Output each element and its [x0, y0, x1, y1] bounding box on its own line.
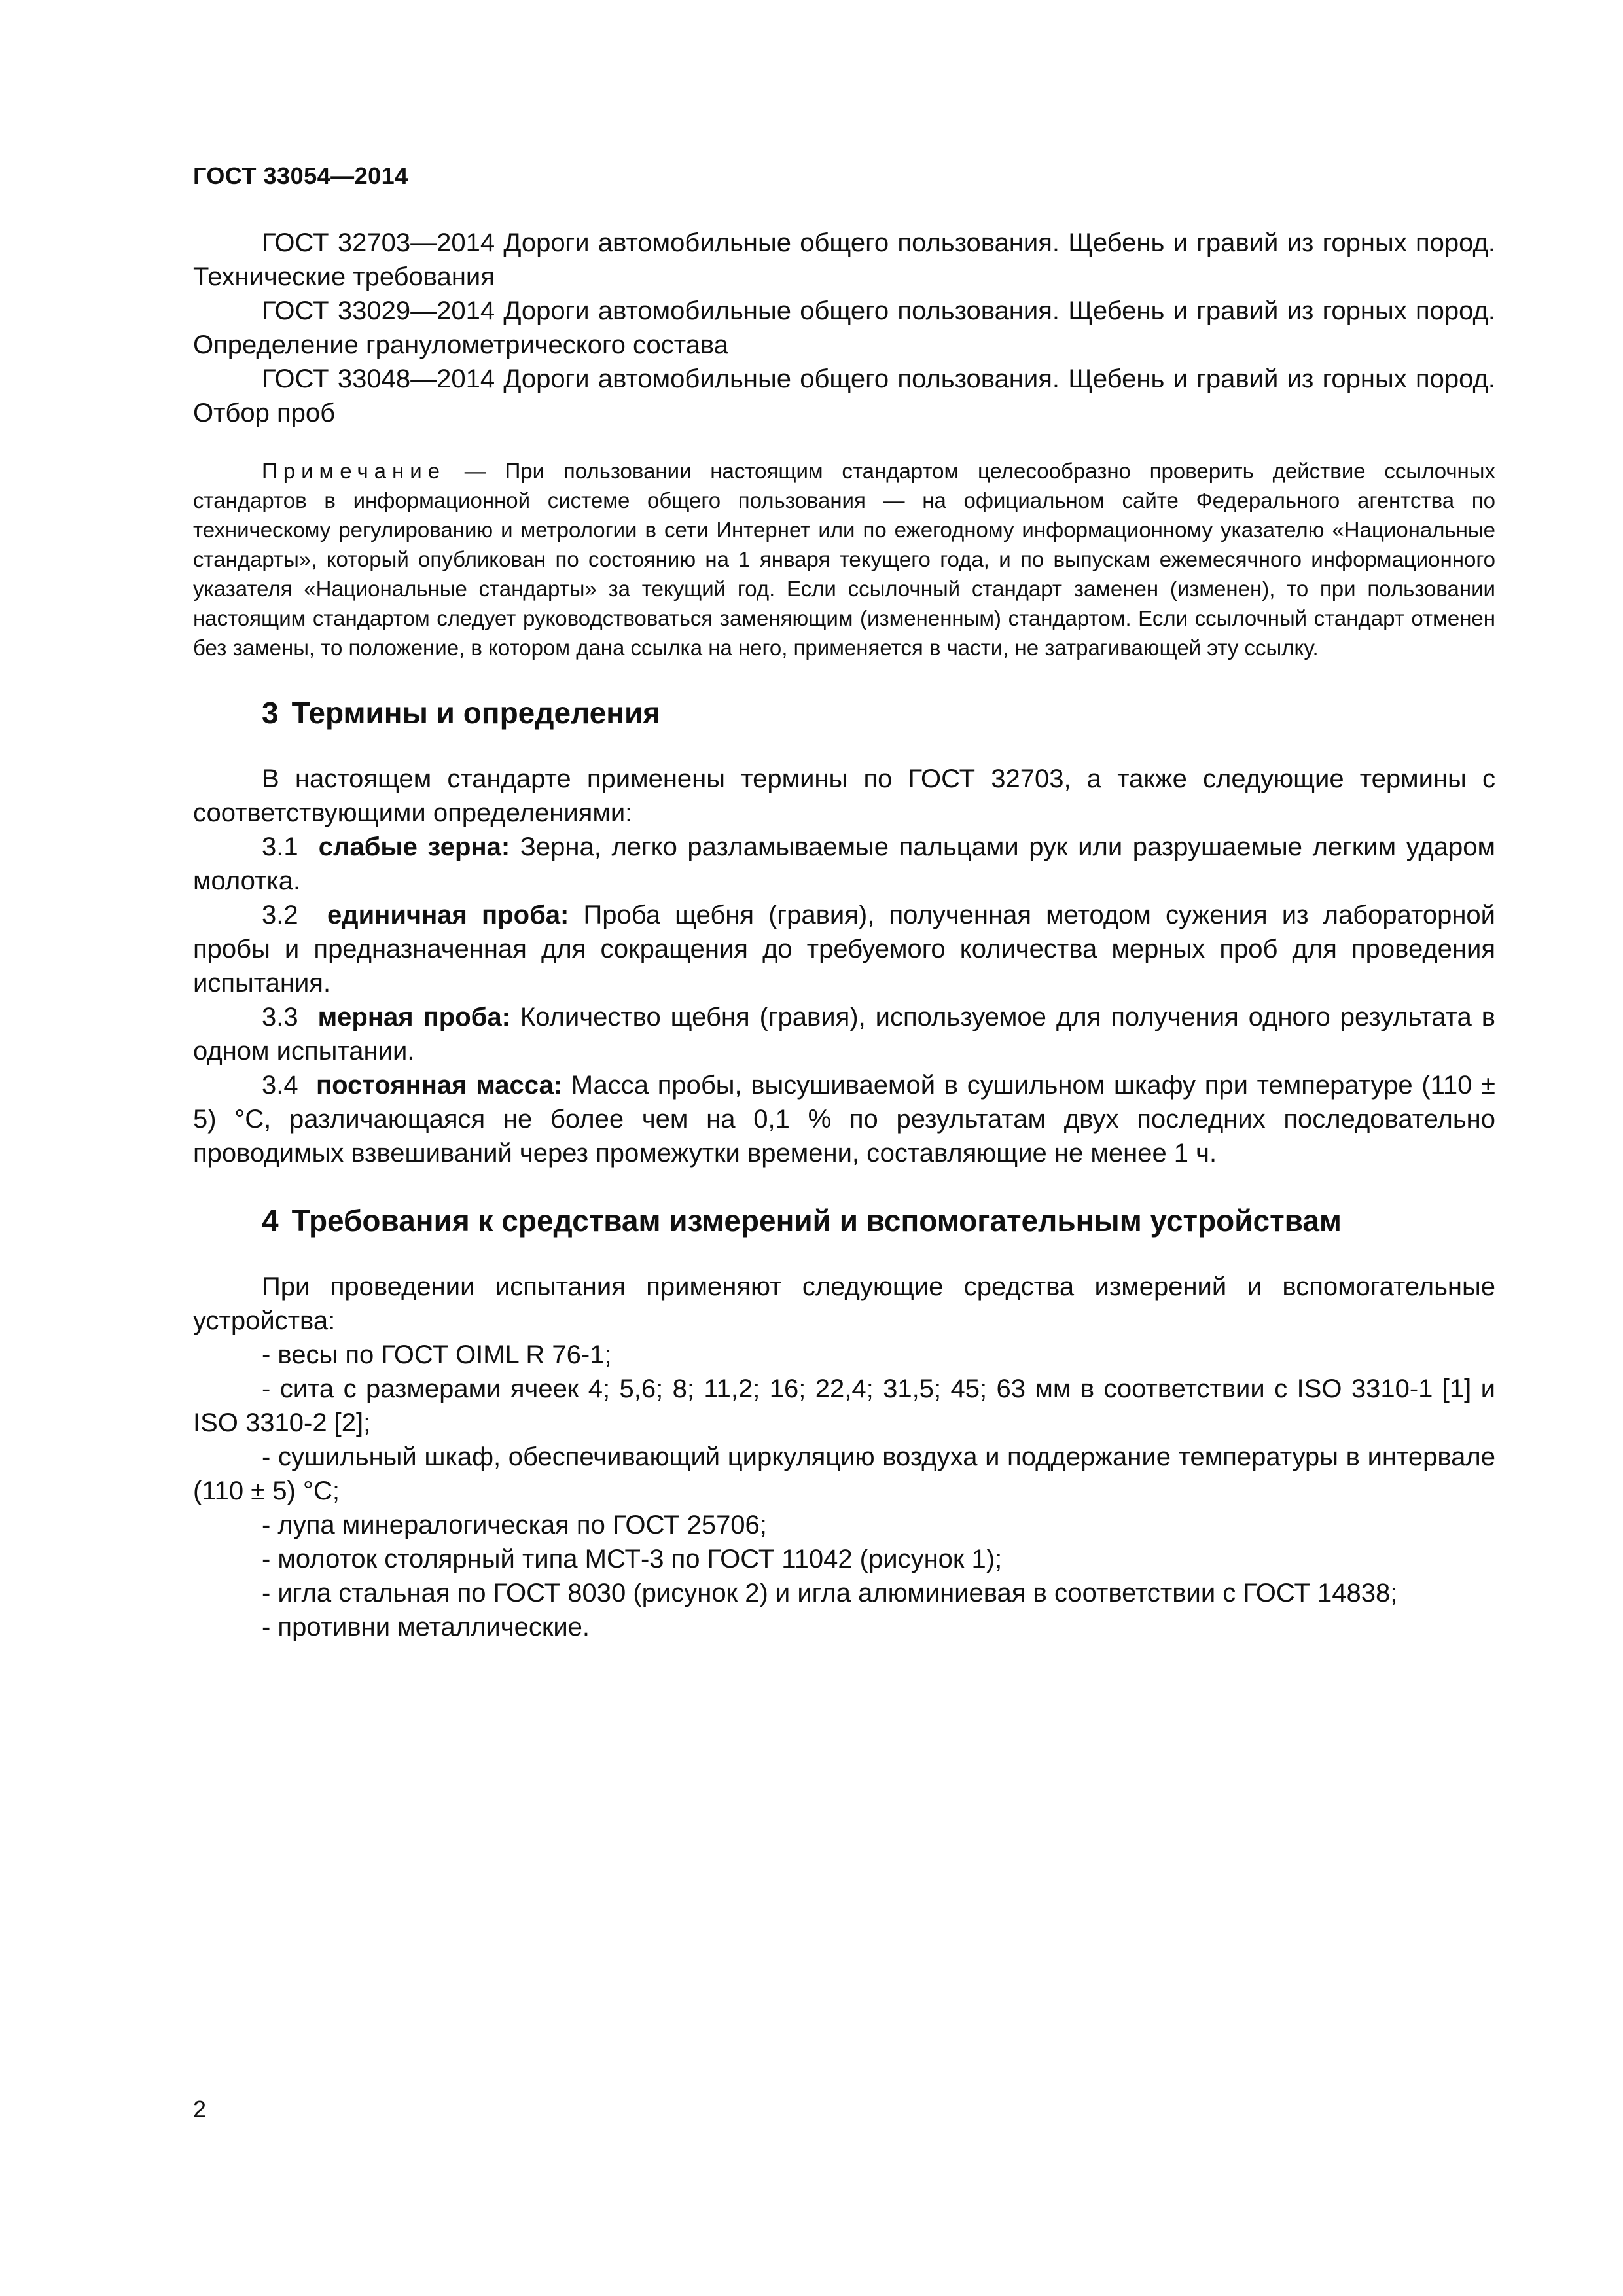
section-number: 4 [262, 1204, 279, 1238]
section-4-intro: При проведении испытания применяют следующие средства измерений и вспомогательные устройства: [193, 1272, 1495, 1335]
note-label: Примечание [262, 459, 446, 483]
term-name: постоянная масса: [315, 1071, 563, 1100]
list-item: - весы по ГОСТ OIML R 76-1; [262, 1340, 612, 1369]
page-number: 2 [193, 2096, 207, 2123]
term-text: Масса пробы, высушиваемой в сушильном шкафу при температуре (110 ± 5) °С, различающаяся не более чем на 0,1 % по результатам двух последних последовательно проводимых взвешиваний через промежутки времени, составляющие не менее 1 ч. [193, 1071, 1496, 1168]
term-name: единичная проба: [327, 901, 569, 929]
term-definition [193, 1068, 1495, 1170]
page-content [193, 226, 1495, 1644]
term-number: 3.2 [262, 901, 298, 929]
note-paragraph [193, 456, 1495, 662]
list-item: - противни металлические. [262, 1613, 590, 1641]
term-definition [193, 898, 1495, 1000]
term-definition [193, 830, 1495, 898]
note-text: — При пользовании настоящим стандартом целесообразно проверить действие ссылочных стандартов в информационной системе общего пользования — на официальном сайте Федерального агентства по техническому регулированию и метрологии в сети Интернет или по ежегодному информационному указателю «Национальные стандарты», который опубликован по состоянию на 1 января текущего года, и по выпускам ежемесячного информационного указателя «Национальные стандарты» за текущий год. Если ссылочный стандарт заменен (изменен), то при пользовании настоящим стандартом следует руководствоваться заменяющим (измененным) стандартом. Если ссылочный стандарт отменен без замены, то положение, в котором дана ссылка на него, применяется в части, не затрагивающей эту ссылку. [193, 459, 1495, 660]
term-text: Проба щебня (гравия), полученная методом сужения из лабораторной пробы и предназначенная для сокращения до требуемого количества мерных проб для проведения испытания. [193, 901, 1496, 997]
list-item: - молоток столярный типа МСТ-3 по ГОСТ 11042 (рисунок 1); [262, 1545, 1003, 1573]
document-header: ГОСТ 33054—2014 [193, 162, 408, 189]
term-text: Зерна, легко разламываемые пальцами рук или разрушаемые легким ударом молотка. [193, 833, 1495, 895]
section-number: 3 [262, 696, 279, 730]
list-item: - сушильный шкаф, обеспечивающий циркуляцию воздуха и поддержание температуры в интервале (110 ± 5) °С; [193, 1443, 1495, 1505]
reference-item: ГОСТ 33029—2014 Дороги автомобильные общего пользования. Щебень и гравий из горных пород. Определение гранулометрического состава [193, 296, 1495, 359]
section-3-heading [262, 695, 1495, 730]
list-item: - лупа минералогическая по ГОСТ 25706; [262, 1511, 767, 1539]
term-number: 3.3 [262, 1003, 298, 1031]
section-3-intro: В настоящем стандарте применены термины по ГОСТ 32703, а также следующие термины с соответствующими определениями: [193, 764, 1495, 827]
list-item: - сита с размерами ячеек 4; 5,6; 8; 11,2; 16; 22,4; 31,5; 45; 63 мм в соответствии с ISO 3310-1 [1] и ISO 3310-2 [2]; [193, 1374, 1495, 1437]
term-name: слабые зерна: [318, 833, 510, 861]
term-number: 3.4 [262, 1071, 298, 1100]
term-number: 3.1 [262, 833, 298, 861]
term-text: Количество щебня (гравия), используемое для получения одного результата в одном испытании. [193, 1003, 1496, 1066]
term-definition [193, 1000, 1495, 1068]
term-name: мерная проба: [317, 1003, 510, 1031]
list-item: - игла стальная по ГОСТ 8030 (рисунок 2) и игла алюминиевая в соответствии с ГОСТ 14838; [262, 1579, 1398, 1607]
reference-item: ГОСТ 32703—2014 Дороги автомобильные общего пользования. Щебень и гравий из горных пород. Технические требования [193, 228, 1495, 291]
section-title: Термины и определения [291, 696, 661, 730]
section-title: Требования к средствам измерений и вспомогательным устройствам [291, 1204, 1342, 1238]
section-4-heading [262, 1203, 1495, 1238]
reference-item: ГОСТ 33048—2014 Дороги автомобильные общего пользования. Щебень и гравий из горных пород. Отбор проб [193, 365, 1495, 427]
